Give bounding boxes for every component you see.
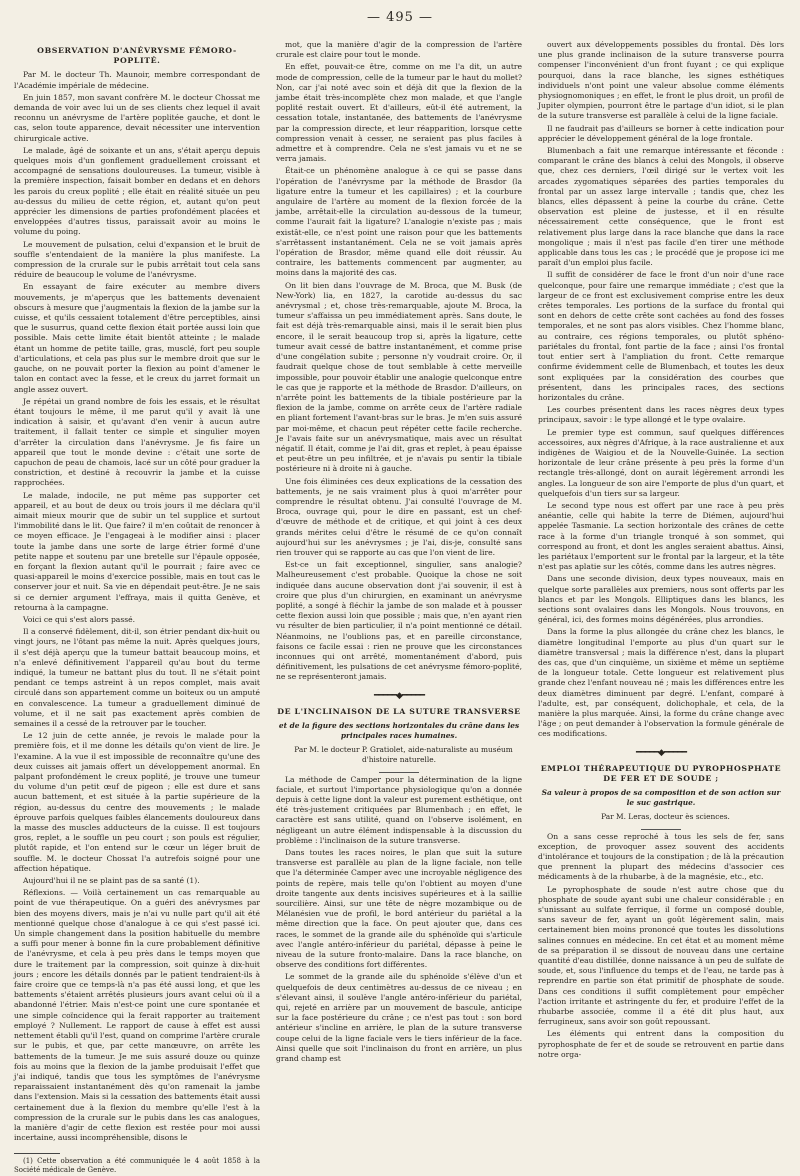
paragraph: Le malade, indocile, ne put même pas supporter cet appareil, et au bout de deux ou trois jours il me déclara qu'il aimait mieux mourir que de subir un tel supplice et surtout l'immobilité dans le lit. Que faire? il m'en coûtait de renoncer à ce moyen efficace. Je l'engageai à le modifier ainsi : placer toute la jambe dans une sorte de large étrier formé d'une petite nappe et soutenu par une bretelle sur l'épaule opposée, en forçant la flexion autant qu'il le pourrait ; faire avec ce quasi-appareil le moins d'exercice possible, mais en tout cas le conserver jour et nuit. Sa vie en dépendait peut-être. Je ne sais si ce dernier argument l'effraya, mais il quitta Genève, et retourna à la campagne. bbox=[14, 490, 260, 612]
paragraph: Le malade, âgé de soixante et un ans, s'était aperçu depuis quelques mois d'un gonflement graduellement croissant et accompagné de sensations douloureuses. La tumeur, visible à la première inspection, faisait bomber en dedans et en dehors les parois du creux poplité ; elle était en réalité située un peu au-dessus du milieu de cette région, et, autant qu'on peut apprécier les dimensions de parties profondément placées et enveloppées d'autres tissus, paraissait avoir au moins le volume du poing. bbox=[14, 145, 260, 237]
paragraph: Les éléments qui entrent dans la composition du pyrophosphate de fer et de soude se retrouvent en partie dans notre orga- bbox=[538, 1029, 784, 1059]
article-byline: Par M. le docteur Th. Maunoir, membre correspondant de l'Académie impériale de médecine. bbox=[14, 70, 260, 90]
paragraph: Aujourd'hui il ne se plaint pas de sa santé (1). bbox=[23, 876, 200, 886]
paragraph: Il a conservé fidèlement, dit-il, son étrier pendant dix-huit ou vingt jours, ne l'ôtant pas même la nuit. Après quelques jours, il s'est déjà aperçu que la tumeur battait beaucoup moins, et n'a enlevé définitivement l'appareil qu'au bout du terme indiqué, la tumeur ne battant plus du tout. Il ne s'était point pendant ce temps astreint à un repos complet, mais avait circulé dans son appartement comme un boiteux ou un amputé en convalescence. La tumeur a graduellement diminué de volume, et il ne sait pas exactement après combien de semaines il a cessé de la retrouver par le toucher. bbox=[14, 627, 260, 728]
paragraph: Le second type nous est offert par une race à peu près anéantie, celle qui habite la terre de Diémen, aujourd'hui appelée Tasmanie. La section horizontale des crânes de cette race à la forme d'un triangle tronqué à son sommet, qui correspond au front, et dont les angles seraient abattus. Ainsi, les pariétaux l'emportent sur le frontal par la largeur, et la tête n'est pas aplatie sur les côtés, comme dans les autres nègres. bbox=[538, 500, 784, 572]
article-title: DE L'INCLINAISON DE LA SUTURE TRANSVERSE bbox=[277, 706, 521, 716]
footnote: (1) Cette observation a été communiquée le 4 août 1858 à la Société médicale de Genève. bbox=[14, 1157, 260, 1175]
paragraph: Est-ce un fait exceptionnel, singulier, sans analogie? Malheureusement c'est probable. Quoique la chose ne soit indiquée dans aucune observation dont j'ai souvenir, il est à croire que plus d'un chirurgien, en examinant un anévrysme poplité, a songé à fléchir la jambe de son malade et à pousser cette flexion aussi loin que possible ; mais que, n'en ayant rien vu résulter de bien particulier, il n'a point mentionné ce détail. Néanmoins, ne l'oublions pas, et en pareille circonstance, faisons ce facile essai : rien ne prouve que les circonstances inconnues qui ont arrêté, momentanément d'abord, puis définitivement, les pulsations de cet anévrysme fémoro-poplité, ne se représenteront jamais. bbox=[276, 560, 522, 682]
paragraph: Le sommet de la grande aile du sphénoïde s'élève d'un et quelquefois de deux centimètres au-dessus de ce niveau ; en s'élevant ainsi, il soulève l'angle antéro-inférieur du pariétal, qui, rejeté en arrière par un mouvement de bascule, anticipe sur la face postérieure du crâne ; ce n'est pas tout : son bord antérieur s'incline en arrière, le plan de la suture transverse coupe celui de la ligne faciale vers le tiers inférieur de la face. Ainsi quelle que soit l'inclinaison du front en arrière, un plus grand champ est bbox=[276, 972, 522, 1064]
paragraph: Je répétai un grand nombre de fois les essais, et le résultat étant toujours le même, il me parut qu'il y avait là une indication à saisir, et qu'avant d'en venir à aucun autre traitement, il fallait tenter ce simple et singulier moyen d'arrêter la circulation dans l'anévrysme. Je fis faire un appareil que tout le monde devine : c'était une sorte de capuchon de peau de chamois, lacé sur un côté pour graduer la constriction, et destiné à recouvrir la jambe et la cuisse rapprochées. bbox=[14, 396, 260, 488]
article-byline: Par M. le docteur P. Gratiolet, aide-naturaliste au muséum d'histoire naturelle. bbox=[294, 745, 513, 765]
paragraph: ouvert aux développements possibles du frontal. Dès lors une plus grande inclinaison de la suture transverse pourra compenser l'inconvénient d'un front fuyant ; ce qui explique pourquoi, dans la race blanche, les signes esthétiques individuels n'ont point une valeur absolue comme éléments physiognomoniques ; en effet, le front le plus droit, un profil de Jupiter olympien, pourront être le partage d'un idiot, si le plan de la suture transverse est parallèle à celui de la ligne faciale. bbox=[538, 40, 784, 121]
paragraph: Le premier type est commun, sauf quelques différences accessoires, aux nègres d'Afrique, à la race australienne et aux indigènes de Waigiou et de la Nouvelle-Guinée. La section horizontale de leur crâne présente à peu près la forme d'un rectangle très-allongé, dont on aurait légèrement arrondi les angles. La longueur de son aire l'emporte de plus d'un quart, et quelquefois d'un tiers sur sa largeur. bbox=[538, 427, 784, 498]
paragraph: Dans une seconde division, deux types nouveaux, mais en quelque sorte parallèles aux premiers, nous sont offerts par les blancs et par les Mongols. Elliptiques dans les blancs, les sections sont ovalaires dans les Mongols. Nous trouvons, en général, ici, des formes moins dégénérées, plus arrondies. bbox=[538, 574, 784, 625]
article-subtitle: et de la figure des sections horizontales du crâne dans les principales races humaines. bbox=[278, 720, 520, 740]
paragraph: Voici ce qui s'est alors passé. bbox=[23, 614, 136, 624]
paragraph: On a sans cesse reproché à tous les sels de fer, sans exception, de provoquer assez souvent des accidents d'intolérance et toujours de la constipation ; de là la précaution que prennent la plupart des médecins d'associer ces médicaments à de la rhubarbe, à de la magnésie, etc., etc. bbox=[538, 831, 784, 882]
paragraph: En essayant de faire exécuter au membre divers mouvements, je m'aperçus que les battements devenaient obscurs à mesure que j'augmentais la flexion de la jambe sur la cuisse, et qu'ils cessaient totalement d'être perceptibles, ainsi que le susurrus, quand cette flexion était portée aussi loin que possible. Mais cette limite était bientôt atteinte ; le malade étant un homme de petite taille, gras, musclé, fort peu souple d'articulations, et cela pas plus sur le membre droit que sur le gauche, on ne pouvait porter la flexion au point d'amener le talon en contact avec la fesse, et le creux du jarret formait un angle assez ouvert. bbox=[14, 282, 260, 394]
article-body-continued bbox=[276, 40, 522, 683]
paragraph: Le mouvement de pulsation, celui d'expansion et le bruit de souffle s'entendaient de la manière la plus manifeste. La compression de la crurale sur le pubis arrêtait tout cela sans réduire de beaucoup le volume de l'anévrysme. bbox=[14, 239, 260, 280]
paragraph: Dans la forme la plus allongée du crâne chez les blancs, le diamètre longitudinal l'emporte au plus d'un quart sur le diamètre transversal ; mais la différence n'est, dans la plupart des cas, que d'un cinquième, un sixième et même un septième de la longueur totale. Cette longueur est relativement plus grande chez l'enfant nouveau né ; mais les différences entre les deux diamètres diminuent par degré. L'enfant, comparé à l'adulte, est, par conséquent, dolichophale, et cela, de la manière la plus marquée. Ainsi, la forme du crâne change avec l'âge ; on peut demander à l'observation la formule générale de ces modifications. bbox=[538, 627, 784, 739]
column-middle bbox=[276, 40, 522, 1165]
paragraph: Réflexions. — Voilà certainement un cas remarquable au point de vue thérapeutique. On a guéri des anévrysmes par bien des moyens divers, mais je n'ai vu nulle part qu'il ait été mentionné quelque chose d'analogue à ce qui s'est passé ici. Un simple changement dans la position habituelle du membre a suffi pour mener à bonne fin la cure probablement définitive de l'anévrysme, et cela à peu près dans le temps moyen que dure le traitement par la compression, soit quinze à dix-huit jours ; encore les détails donnés par le patient tendraient-ils à faire croire que ce temps-là n'a pas été aussi long, et que les battements s'étaient arrêtés plusieurs jours avant celui où il a abandonné l'étrier. Mais n'est-ce point une cure spontanée et une simple coïncidence qui la ferait rapporter au traitement employé ? Nullement. Le rapport de cause à effet est aussi nettement établi qu'il l'est, quand on comprime l'artère crurale sur le pubis, et que, par cette manœuvre, on arrête les battements de la tumeur. Je me suis assuré douze ou quinze fois au moins que la flexion de la jambe produisait l'effet que j'ai indiqué, tandis que tous les symptômes de l'anévrysme reparaissaient instantanément dès qu'on ramenait la jambe dans l'extension. Mais si la cessation des battements était aussi certainement due à la flexion du membre qu'elle l'est à la compression de la crurale sur le pubis dans les cas analogues, la manière d'agir de cette flexion est restée pour moi aussi incertaine, aussi incompréhensible, disons le bbox=[14, 888, 260, 1143]
paragraph: On lit bien dans l'ouvrage de M. Broca, que M. Busk (de New-York) lia, en 1827, la carotide au-dessus du sac anévrysmal ; et, chose très-remarquable, ajoute M. Broca, la tumeur s'affaissa un peu immédiatement après. Sans doute, le fait est déjà très-remarquable ainsi, mais il le serait bien plus encore, il le serait beaucoup trop si, après la ligature, cette tumeur avait cessé de battre instantanément, et comme prise d'une congélation subite ; personne n'y voudrait croire. Or, il faudrait quelque chose de tout semblable à cette merveille impossible, pour pouvoir établir une analogie quelconque entre le cas que je rapporte et la méthode de Brasdor. D'ailleurs, on n'arrête point les battements de la tibiale postérieure par la flexion de la jambe, comme on arrête ceux de l'artère radiale en pliant fortement l'avant-bras sur le bras. Je m'en suis assuré par moi-même, et chacun peut répéter cette facile recherche. Je l'avais faite sur un anévrysmatique, mais avec un résultat négatif. Il était, comme je l'ai dit, gras et replet, à peau épaisse et peut-être un peu infiltrée, et je n'avais pu sentir la tibiale postérieure ni à droite ni à gauche. bbox=[276, 280, 522, 474]
paragraph: En effet, pouvait-ce être, comme on me l'a dit, un autre mode de compression, celle de la tumeur par le haut du mollet? Non, car j'ai noté avec soin et déjà dit que la flexion de la jambe était très-incomplète chez mon malade, et que l'angle poplité restait ouvert. Et d'ailleurs, eût-il été autrement, la cessation totale, instantanée, des battements de l'anévrysme par la compression directe, et leur réapparition, lorsque cette compression venait à cesser, ne seraient pas plus faciles à admettre et à comprendre. Cela ne s'est jamais vu et ne se verra jamais. bbox=[276, 62, 523, 164]
paragraph: Dans toutes les races noires, le plan que suit la suture transverse est parallèle au plan de la ligne faciale, non telle que l'a déterminée Camper avec une incroyable négligence des points de repère, mais telle qu'on l'obtient au moyen d'une droite tangente aux dents incisives supérieures et à la saillie sourcilière. Ainsi, sur une tête de nègre mozambique ou de Mélanésien vue de profil, le bord antérieur du pariétal a la même direction que la face. On peut ajouter que, dans ces races, le sommet de la grande aile du sphénoïde qui s'articule avec l'angle antéro-inférieur du pariétal, dépasse à peine le niveau de la suture fronto-malaire. Dans la race blanche, on observe des conditions fort différentes. bbox=[276, 848, 522, 970]
page-number: — 495 — bbox=[366, 10, 434, 25]
section-divider: ━━━━━◆━━━━━ bbox=[635, 747, 687, 758]
paragraph: La méthode de Camper pour la détermination de la ligne faciale, et surtout l'importance physiologique qu'on a donnée depuis à cette ligne dont la valeur est purement esthétique, ont été très-justement critiquées par Blumenbach ; en effet, le caractère est sans utilité, quand on l'observe isolément, en négligeant un autre élément indispensable à la discussion du problème : l'inclinaison de la suture transverse. bbox=[276, 774, 522, 845]
paragraph: En juin 1857, mon savant confrère M. le docteur Chossat me demanda de voir avec lui un de ses clients chez lequel il avait reconnu un anévrysme de l'artère poplitée gauche, et dont le cas, selon toute apparence, devait nécessiter une intervention chirurgicale active. bbox=[14, 92, 260, 143]
column-right bbox=[538, 40, 784, 1165]
paragraph: Une fois éliminées ces deux explications de la cessation des battements, je ne sais vraiment plus à quoi m'arrêter pour comprendre le résultat obtenu. J'ai consulté l'ouvrage de M. Broca, ouvrage qui, pour le dire en passant, est un chef-d'œuvre de méthode et de critique, et qui joint à ces deux grands mérites celui d'être le résumé de ce qu'on connaît aujourd'hui sur les anévrysmes ; je l'ai, dis-je, consulté sans rien trouver qui se rapporte au cas que l'on vient de lire. bbox=[276, 476, 522, 557]
paragraph: mot, que la manière d'agir de la compression de l'artère crurale est claire pour tout le monde. bbox=[276, 40, 522, 60]
paragraph: Était-ce un phénomène analogue à ce qui se passe dans l'opération de l'anévrysme par la méthode de Brasdor (la ligature entre la tumeur et les capillaires) ; et la courbure angulaire de l'artère au moment de la flexion forcée de la jambe, arrêtait-elle la circulation au-dessous de la tumeur, comme l'aurait fait la ligature? L'analogie n'existe pas ; mais existât-elle, ce n'est point une raison pour que les battements s'arrêtassent instantanément. Cela ne se voit jamais après l'opération de Brasdor, même quand elle doit réussir. Au contraire, les battements commencent par augmenter, au moins dans la majorité des cas. bbox=[276, 166, 522, 278]
paragraph: Blumenbach a fait une remarque intéressante et féconde : comparant le crâne des blancs à celui des Mongols, il observe que, chez ces derniers, l'œil dirigé sur le vertex voit les arcades zygomatiques séparées des parties temporales du frontal par un assez large intervalle ; tandis que, chez les blancs, elles dépassent à peine la courbe du crâne. Cette observation est pleine de justesse, et il en résulte nécessairement cette conséquence, que le front est relativement plus large dans la race blanche que dans la race mongolique ; mais il n'est pas facile d'en tirer une méthode applicable dans tous les cas ; le procédé que je propose ici me paraît d'un emploi plus facile. bbox=[538, 146, 784, 268]
column-left bbox=[14, 40, 260, 1175]
paragraph: Le 12 juin de cette année, je revois le malade pour la première fois, et il me donne les détails qu'on vient de lire. Je l'examine. A la vue il est impossible de reconnaître qu'une des deux cuisses ait jamais offert un développement anormal. En palpant profondément le creux poplité, je trouve une tumeur du volume d'un petit œuf de pigeon ; elle est dure et sans aucun battement, et est située à la partie supérieure de la région, au-dessus du centre des mouvements ; le malade éprouve parfois quelques faibles élancements douloureux dans la masse des muscles adducteurs de la cuisse. Il est toujours gros, replet, a le souffle un peu court ; son pouls est régulier, plutôt rapide, et l'on entend sur le cœur un léger bruit de souffle. M. le docteur Chossat l'a autrefois soigné pour une affection hépatique. bbox=[14, 731, 260, 873]
article-subtitle: Sa valeur à propos de sa composition et de son action sur le suc gastrique. bbox=[541, 788, 781, 808]
article-byline: Par M. Leras, docteur ès sciences. bbox=[601, 812, 730, 822]
article-body bbox=[538, 832, 784, 1060]
article-title: OBSERVATION D'ANÉVRYSME FÉMORO-POPLITÉ. bbox=[37, 46, 237, 66]
section-divider: ━━━━━◆━━━━━ bbox=[373, 690, 425, 701]
article-body bbox=[14, 93, 260, 1144]
paragraph: Il ne faudrait pas d'ailleurs se borner à cette indication pour apprécier le développement général de la loge frontale. bbox=[538, 123, 784, 143]
paragraph: Les courbes présentent dans les races nègres deux types principaux, savoir : le type allongé et le type ovalaire. bbox=[538, 405, 784, 425]
paragraph: Il suffit de considérer de face le front d'un noir d'une race quelconque, pour faire une remarque immédiate ; c'est que la largeur de ce front est exclusivement comprise entre les deux crêtes temporales. Les portions de la surface du frontal qui sont en dehors de cette crête sont cachées au fond des fosses temporales, et ne sont pas alors visibles. Chez l'homme blanc, au contraire, ces régions temporales, ou plutôt sphéno-pariétales du frontal, font partie de la face ; ainsi l'os frontal tout entier sert à l'ampliation du front. Cette remarque confirme évidemment celle de Blumenbach, et toutes les deux sont expliquées par la considération des courbes que présentent, dans les principales races, des sections horizontales du crâne. bbox=[538, 270, 784, 402]
byline-divider bbox=[641, 829, 681, 830]
byline-divider bbox=[379, 772, 419, 773]
article-body-continued bbox=[538, 40, 784, 740]
footnote-divider bbox=[14, 1153, 60, 1154]
article-title: EMPLOI THÉRAPEUTIQUE DU PYROPHOSPHATE DE FER ET DE SOUDE ; bbox=[540, 763, 782, 783]
article-body bbox=[276, 775, 522, 1065]
paragraph: Le pyrophosphate de soude n'est autre chose que du phosphate de soude ayant subi une chaleur considérable ; en s'unissant au sulfate ferrique, il forme un composé double, sans saveur de fer, ayant un goût légèrement salin, mais certainement bien moins prononcé que toutes les dissolutions salines connues en médecine. En cet état et au moment même de sa préparation il se dissout de nouveau dans une certaine quantité d'eau distillée, donne naissance à un peu de sulfate de soude, et, sous l'influence du temps et de l'eau, ne tarde pas à reprendre en partie son état primitif de phosphate de soude. Dans ces conditions il suffit complètement pour empêcher l'action irritante et astringente du fer, et produire l'effet de la rhubarbe associée, comme il a été dit plus haut, aux ferrugineux, sans avoir son goût repoussant. bbox=[538, 884, 784, 1027]
